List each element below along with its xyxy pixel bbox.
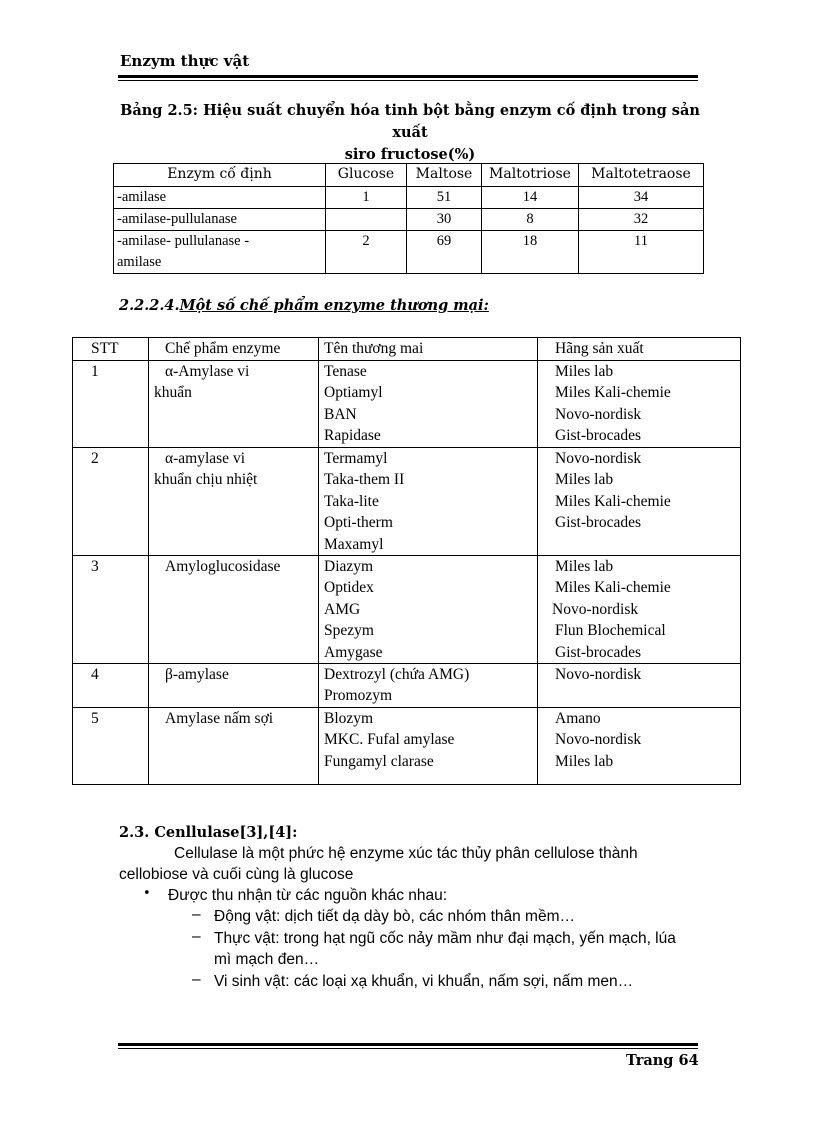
section-title: Một số chế phẩm enzyme thương mại: bbox=[179, 297, 489, 314]
footer-rule bbox=[118, 1043, 698, 1046]
header-rule-thin bbox=[118, 80, 698, 81]
enzyme-cell: -amilase-pullulanase bbox=[114, 209, 326, 231]
trade-name: Rapidase bbox=[324, 427, 381, 445]
table-row bbox=[73, 708, 741, 785]
makers-cell bbox=[538, 708, 741, 785]
sub-item: Động vật: dịch tiết dạ dày bò, các nhóm thân mềm… bbox=[214, 908, 575, 925]
trade-name: Fungamyl clarase bbox=[324, 752, 434, 770]
dash-icon: – bbox=[192, 928, 201, 945]
maker: Gist-brocades bbox=[555, 514, 642, 532]
trade-name: Amygase bbox=[324, 643, 383, 661]
column-header: Chế phẩm enzyme bbox=[149, 338, 319, 361]
table-row bbox=[73, 448, 741, 556]
stt-cell: 4 bbox=[73, 664, 149, 708]
product-cell bbox=[149, 556, 319, 664]
makers-cell bbox=[538, 556, 741, 664]
table-row bbox=[114, 231, 704, 274]
trade-name: Spezym bbox=[324, 622, 374, 640]
table-row bbox=[73, 361, 741, 448]
stt-cell: 1 bbox=[73, 361, 149, 448]
section-23-paragraph bbox=[119, 843, 679, 885]
table1-caption-line1: Bảng 2.5: Hiệu suất chuyển hóa tinh bột bằng enzym cố định trong sản xuất bbox=[120, 102, 700, 141]
maker: Miles lab bbox=[555, 752, 614, 770]
footer-rule-thin bbox=[118, 1048, 698, 1049]
page-number: Trang 64 bbox=[626, 1052, 699, 1069]
sub-item: Vi sinh vật: các loại xạ khuẩn, vi khuẩn, nấm sợi, nấm men… bbox=[214, 973, 634, 990]
trade-name: Taka-them II bbox=[324, 471, 405, 489]
makers-cell bbox=[538, 448, 741, 556]
paragraph-line: Cellulase là một phức hệ enzyme xúc tác thủy phân cellulose thành bbox=[174, 845, 638, 862]
column-header: STT bbox=[73, 338, 149, 361]
trade-names-cell bbox=[319, 664, 538, 708]
table-header-row bbox=[114, 164, 704, 187]
glucose-cell: 1 bbox=[326, 187, 407, 209]
product-line: β-amylase bbox=[165, 666, 229, 684]
trade-name: Diazym bbox=[324, 558, 374, 576]
commercial-enzyme-table bbox=[72, 337, 741, 785]
product-line: α-amylase vi bbox=[165, 450, 245, 467]
maltose-cell: 51 bbox=[407, 187, 482, 209]
product-line: α-Amylase vi bbox=[165, 363, 250, 380]
maker: Miles lab bbox=[555, 363, 614, 380]
sub-item-continuation: mì mạch đen… bbox=[214, 951, 320, 968]
maker: Novo-nordisk bbox=[555, 731, 642, 749]
header-rule bbox=[118, 75, 698, 78]
maker: Gist-brocades bbox=[555, 427, 642, 445]
trade-names-cell bbox=[319, 708, 538, 785]
product-cell bbox=[149, 664, 319, 708]
maltose-cell: 30 bbox=[407, 209, 482, 231]
maker: Gist-brocades bbox=[555, 643, 642, 661]
product-line: khuẩn bbox=[154, 384, 192, 402]
trade-names-cell bbox=[319, 448, 538, 556]
stt-cell: 5 bbox=[73, 708, 149, 785]
table-row bbox=[114, 187, 704, 209]
section-heading-224 bbox=[119, 297, 489, 314]
maker: Miles Kali-chemie bbox=[555, 384, 671, 402]
trade-name: Tenase bbox=[324, 363, 367, 380]
column-header: Maltotriose bbox=[482, 164, 579, 187]
maker: Novo-nordisk bbox=[555, 450, 642, 467]
enzyme-line: -amilase- pullulanase - bbox=[117, 233, 250, 249]
table1-caption-line2: siro fructose(%) bbox=[344, 146, 476, 163]
table-row bbox=[114, 209, 704, 231]
maker: Flun Blochemical bbox=[555, 622, 666, 640]
trade-name: Opti-therm bbox=[324, 514, 393, 532]
paragraph-line: cellobiose và cuối cùng là glucose bbox=[119, 866, 354, 883]
stt-cell: 2 bbox=[73, 448, 149, 556]
page-header-title: Enzym thực vật bbox=[120, 52, 250, 70]
maltotriose-cell: 14 bbox=[482, 187, 579, 209]
maltotriose-cell: 18 bbox=[482, 231, 579, 274]
trade-names-cell bbox=[319, 361, 538, 448]
column-header: Enzym cố định bbox=[114, 164, 326, 187]
trade-name: Promozym bbox=[324, 687, 393, 705]
section-heading-23: 2.3. Cenllulase[3],[4]: bbox=[119, 824, 298, 841]
maker: Novo-nordisk bbox=[552, 600, 639, 618]
section-number: 2.2.2.4. bbox=[119, 297, 180, 314]
stt-cell: 3 bbox=[73, 556, 149, 664]
maker: Novo-nordisk bbox=[555, 666, 642, 684]
trade-name: Maxamyl bbox=[324, 535, 384, 553]
makers-cell bbox=[538, 664, 741, 708]
maltotriose-cell: 8 bbox=[482, 209, 579, 231]
product-cell bbox=[149, 448, 319, 556]
trade-names-cell bbox=[319, 556, 538, 664]
maker: Miles Kali-chemie bbox=[555, 579, 671, 597]
product-cell bbox=[149, 708, 319, 785]
trade-name: Termamyl bbox=[324, 450, 388, 467]
table1-caption bbox=[120, 100, 700, 166]
maltotetraose-cell: 11 bbox=[579, 231, 704, 274]
bullet-icon: • bbox=[143, 886, 151, 901]
table-row bbox=[73, 556, 741, 664]
product-cell bbox=[149, 361, 319, 448]
trade-name: Taka-lite bbox=[324, 492, 379, 510]
trade-name: BAN bbox=[324, 405, 357, 423]
maltotetraose-cell: 32 bbox=[579, 209, 704, 231]
trade-name: Optidex bbox=[324, 579, 374, 597]
enzyme-cell: -amilase bbox=[114, 187, 326, 209]
column-header: Tên thương mai bbox=[319, 338, 538, 361]
enzyme-line: amilase bbox=[117, 254, 162, 270]
trade-name: MKC. Fufal amylase bbox=[324, 731, 455, 749]
enzyme-cell bbox=[114, 231, 326, 274]
maker: Miles lab bbox=[555, 471, 614, 489]
product-line: Amyloglucosidase bbox=[165, 558, 281, 576]
trade-name: Optiamyl bbox=[324, 384, 383, 402]
trade-name: Blozym bbox=[324, 710, 374, 728]
dash-icon: – bbox=[192, 971, 201, 988]
sub-item: Thực vật: trong hạt ngũ cốc nảy mầm như đại mạch, yến mạch, lúa bbox=[214, 930, 676, 947]
makers-cell bbox=[538, 361, 741, 448]
column-header: Hãng sản xuất bbox=[538, 338, 741, 361]
maltotetraose-cell: 34 bbox=[579, 187, 704, 209]
trade-name: Dextrozyl (chứa AMG) bbox=[324, 666, 470, 684]
product-line: khuẩn chịu nhiệt bbox=[154, 471, 258, 489]
maker: Novo-nordisk bbox=[555, 405, 642, 423]
trade-name: AMG bbox=[324, 600, 361, 618]
table-row bbox=[73, 664, 741, 708]
maltose-cell: 69 bbox=[407, 231, 482, 274]
conversion-table bbox=[113, 163, 704, 274]
glucose-cell bbox=[326, 209, 407, 231]
column-header: Maltose bbox=[407, 164, 482, 187]
glucose-cell: 2 bbox=[326, 231, 407, 274]
maker: Miles lab bbox=[555, 558, 614, 576]
column-header: Maltotetraose bbox=[579, 164, 704, 187]
maker: Miles Kali-chemie bbox=[555, 492, 671, 510]
table-header-row bbox=[73, 338, 741, 361]
bullet-text: Được thu nhận từ các nguồn khác nhau: bbox=[168, 887, 448, 904]
dash-icon: – bbox=[192, 906, 201, 923]
product-line: Amylase nấm sợi bbox=[165, 710, 274, 728]
column-header: Glucose bbox=[326, 164, 407, 187]
maker: Amano bbox=[555, 710, 601, 728]
